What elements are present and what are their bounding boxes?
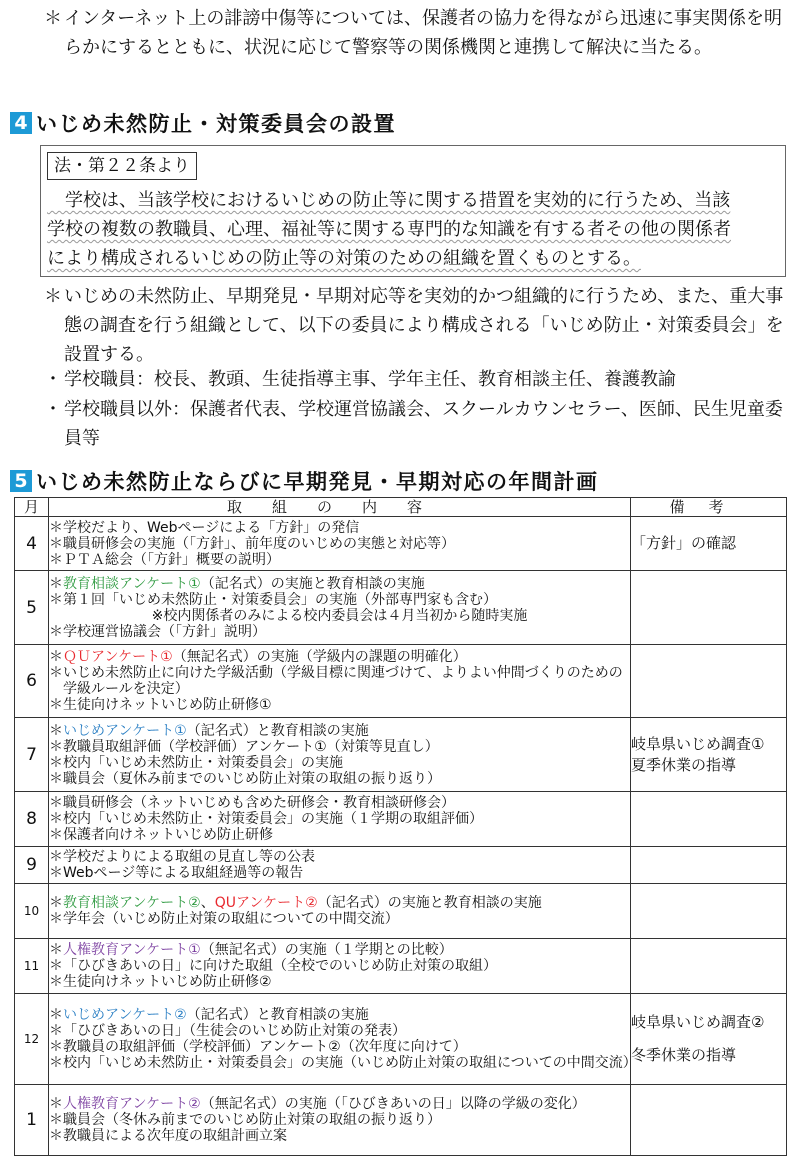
header-remarks: 備考 — [631, 498, 787, 517]
activity-text: ＊ＰＴＡ総会（「方針」概要の説明） — [49, 551, 280, 568]
activity-text: ＊ — [49, 942, 63, 958]
activity-line — [49, 1039, 630, 1055]
survey-name: 人権教育アンケート② — [63, 1096, 201, 1112]
member-item — [44, 395, 788, 453]
bullet-mark: ・ — [44, 399, 62, 420]
activity-text: ＊ — [49, 649, 63, 665]
member-text: 学校職員：校長、教頭、生徒指導主事、学年主任、教育相談主任、養護教諭 — [64, 369, 676, 390]
month-cell: 4 — [15, 517, 49, 571]
intro-note — [44, 4, 784, 62]
law-label: 法・第２２条より — [47, 152, 197, 180]
member-item — [44, 365, 788, 394]
member-text: 学校職員以外：保護者代表、学校運営協議会、スクールカウンセラー、医師、民生児童委員等 — [64, 399, 783, 449]
month-cell: 8 — [15, 792, 49, 847]
law-text — [47, 186, 781, 273]
activity-text: ＊「ひびきあいの日」（生徒会のいじめ防止対策の発表） — [49, 1023, 406, 1039]
remarks-cell — [631, 1085, 787, 1156]
remark-line: 「方針」の確認 — [631, 534, 737, 552]
activity-line — [49, 739, 630, 755]
month-cell: 11 — [15, 939, 49, 994]
activity-line — [49, 697, 630, 713]
remark-line: 岐阜県いじめ調査② — [631, 1013, 765, 1031]
remarks-cell — [631, 645, 787, 718]
activity-text: ＊教職員の取組評価（学校評価）アンケート②（次年度に向けて） — [49, 1039, 467, 1055]
activity-text: 、 — [200, 895, 215, 911]
activities-cell — [49, 718, 631, 792]
survey-name: 人権教育アンケート① — [63, 942, 201, 958]
activity-text: ＊校内「いじめ未然防止・対策委員会」の実施（１学期の取組評価） — [49, 811, 483, 827]
activity-line — [49, 592, 630, 608]
section-title: いじめ未然防止・対策委員会の設置 — [36, 112, 396, 136]
activity-line — [49, 1023, 630, 1039]
activities-cell — [49, 792, 631, 847]
remarks-cell — [631, 517, 787, 571]
activity-line — [49, 811, 630, 827]
activity-text: ＊教職員取組評価（学校評価）アンケート①（対策等見直し） — [49, 738, 439, 755]
month-cell: 7 — [15, 718, 49, 792]
activity-text: ＊生徒向けネットいじめ防止研修② — [49, 974, 272, 990]
section-number: 5 — [10, 470, 32, 492]
activity-line — [49, 895, 630, 911]
activity-text: ＊ — [49, 895, 63, 911]
remark-line: 冬季休業の指導 — [631, 1046, 737, 1064]
activity-line — [49, 827, 630, 843]
remark-line: 夏季休業の指導 — [631, 755, 737, 774]
remarks-cell — [631, 792, 787, 847]
activity-text: ＊生徒向けネットいじめ防止研修① — [49, 697, 272, 713]
activity-line — [49, 1055, 637, 1071]
activity-text: （無記名式）の実施（学級内の課題の明確化） — [172, 649, 467, 665]
activity-line — [49, 911, 630, 927]
activity-text: （無記名式）の実施（１学期との比較） — [200, 942, 453, 958]
law-line: により構成されるいじめの防止等の対策のための組織を置くものとする。 — [47, 248, 641, 269]
section-5-heading — [10, 468, 599, 494]
activity-line — [49, 958, 630, 974]
law-excerpt-box — [40, 145, 786, 277]
activity-line — [49, 723, 630, 739]
activity-line — [49, 608, 630, 624]
activity-line — [49, 1128, 630, 1144]
activity-text: ＊ — [49, 722, 63, 739]
activities-cell — [49, 1085, 631, 1156]
month-cell: 10 — [15, 884, 49, 939]
section-title: いじめ未然防止ならびに早期発見・早期対応の年間計画 — [36, 470, 599, 494]
activity-line — [49, 795, 630, 811]
activity-line — [49, 520, 630, 536]
activity-text: ＊Webページ等による取組経過等の報告 — [49, 865, 304, 881]
activity-text: ＊学年会（いじめ防止対策の取組についての中間交流） — [49, 911, 399, 927]
month-cell: 12 — [15, 994, 49, 1085]
activity-text: （記名式）の実施と教育相談の実施 — [200, 575, 425, 592]
table-row — [15, 1085, 787, 1156]
section-4-heading — [10, 110, 396, 136]
activity-line — [49, 624, 630, 640]
table-body — [15, 517, 787, 1156]
activity-text: ＊職員会（冬休み前までのいじめ防止対策の取組の振り返り） — [49, 1112, 441, 1128]
table-row — [15, 884, 787, 939]
note-mark: ＊ — [44, 286, 62, 307]
activity-text: ※校内関係者のみによる校内委員会は４月当初から随時実施 — [151, 607, 528, 624]
activities-cell — [49, 571, 631, 645]
table-row — [15, 718, 787, 792]
activity-line — [49, 536, 630, 552]
activities-cell — [49, 517, 631, 571]
table-row — [15, 939, 787, 994]
activity-line — [49, 1096, 630, 1112]
activity-line — [49, 865, 630, 881]
table-row — [15, 792, 787, 847]
activity-line — [49, 942, 630, 958]
activities-cell — [49, 884, 631, 939]
activity-text: ＊ — [49, 1096, 63, 1112]
month-cell: 6 — [15, 645, 49, 718]
section-number: 4 — [10, 112, 32, 134]
header-activities: 取組の内容 — [49, 498, 631, 517]
note-text: インターネット上の誹謗中傷等については、保護者の協力を得ながら迅速に事実関係を明らかにするとともに、状況に応じて警察等の関係機関と連携して解決に当たる。 — [64, 8, 783, 58]
table-header-row — [15, 498, 787, 517]
survey-name: 教育相談アンケート① — [63, 575, 201, 592]
activity-text: ＊第１回「いじめ未然防止・対策委員会」の実施（外部専門家も含む） — [49, 591, 497, 608]
table-row — [15, 847, 787, 884]
activities-cell — [49, 847, 631, 884]
remarks-cell — [631, 571, 787, 645]
month-cell: 1 — [15, 1085, 49, 1156]
activity-text: ＊職員研修会（ネットいじめも含めた研修会・教育相談研修会） — [49, 795, 455, 811]
bullet-mark: ・ — [44, 369, 62, 390]
remarks-cell — [631, 718, 787, 792]
table-row — [15, 571, 787, 645]
activities-cell — [49, 939, 631, 994]
month-cell: 9 — [15, 847, 49, 884]
activity-line — [49, 755, 630, 771]
activity-line — [49, 974, 630, 990]
activity-text: （記名式）と教育相談の実施 — [186, 722, 369, 739]
table-row — [15, 517, 787, 571]
remark-line: 岐阜県いじめ調査① — [631, 734, 765, 753]
activity-text: ＊いじめ未然防止に向けた学級活動（学級目標に関連づけて、よりよい仲間づくりのための学級ルールを決定） — [49, 665, 623, 697]
activity-text: ＊「ひびきあいの日」に向けた取組（全校でのいじめ防止対策の取組） — [49, 958, 497, 974]
activity-line — [49, 665, 630, 697]
survey-name: 教育相談アンケート② — [63, 895, 201, 911]
law-line: 学校の複数の教職員、心理、福祉等に関する専門的な知識を有する者その他の関係者 — [47, 219, 731, 240]
remarks-cell — [631, 884, 787, 939]
remarks-cell — [631, 847, 787, 884]
activity-line — [49, 552, 630, 568]
law-line: 学校は、当該学校におけるいじめの防止等に関する措置を実効的に行うため、当該 — [47, 190, 731, 211]
remarks-cell — [631, 994, 787, 1085]
activity-text: ＊学校運営協議会（「方針」説明） — [49, 623, 266, 640]
activity-line — [49, 649, 630, 665]
annual-plan-table — [14, 497, 787, 1156]
note-text: いじめの未然防止、早期発見・早期対応等を実効的かつ組織的に行うため、また、重大事態の調査を行う組織として、以下の委員により構成される「いじめ防止・対策委員会」を設置する。 — [64, 286, 784, 365]
activity-line — [49, 1007, 630, 1023]
activity-text: ＊ — [49, 1007, 63, 1023]
activity-text: ＊学校だよりによる取組の見直し等の公表 — [49, 849, 315, 865]
header-month: 月 — [15, 498, 49, 517]
remarks-cell — [631, 939, 787, 994]
activity-text: （記名式）と教育相談の実施 — [186, 1007, 369, 1023]
activity-text: ＊学校だより、Webページによる「方針」の発信 — [49, 519, 360, 536]
activity-line — [49, 1112, 630, 1128]
activity-text: ＊職員会（夏休み前までのいじめ防止対策の取組の振り返り） — [49, 770, 441, 787]
table-row — [15, 994, 787, 1085]
survey-name: QUアンケート② — [214, 895, 318, 911]
activity-line — [49, 576, 630, 592]
activity-text: ＊教職員による次年度の取組計画立案 — [49, 1128, 287, 1144]
committee-note — [44, 282, 784, 369]
activity-text: （無記名式）の実施（「ひびきあいの日」以降の学級の変化） — [200, 1096, 586, 1112]
survey-name: ＱＵアンケート① — [63, 649, 173, 665]
activity-text: （記名式）の実施と教育相談の実施 — [317, 895, 542, 911]
activities-cell — [49, 645, 631, 718]
activity-text: ＊ — [49, 575, 63, 592]
table-row — [15, 645, 787, 718]
survey-name: いじめアンケート① — [63, 722, 187, 739]
note-mark: ＊ — [44, 8, 62, 29]
month-cell: 5 — [15, 571, 49, 645]
survey-name: いじめアンケート② — [63, 1007, 187, 1023]
activity-text: ＊校内「いじめ未然防止・対策委員会」の実施（いじめ防止対策の取組についての中間交流） — [49, 1055, 637, 1071]
activity-text: ＊職員研修会の実施（「方針」、前年度のいじめの実態と対応等） — [49, 535, 455, 552]
activities-cell — [49, 994, 637, 1085]
activity-line — [49, 849, 630, 865]
activity-text: ＊保護者向けネットいじめ防止研修 — [49, 827, 273, 843]
activity-line — [49, 771, 630, 787]
activity-text: ＊校内「いじめ未然防止・対策委員会」の実施 — [49, 754, 343, 771]
